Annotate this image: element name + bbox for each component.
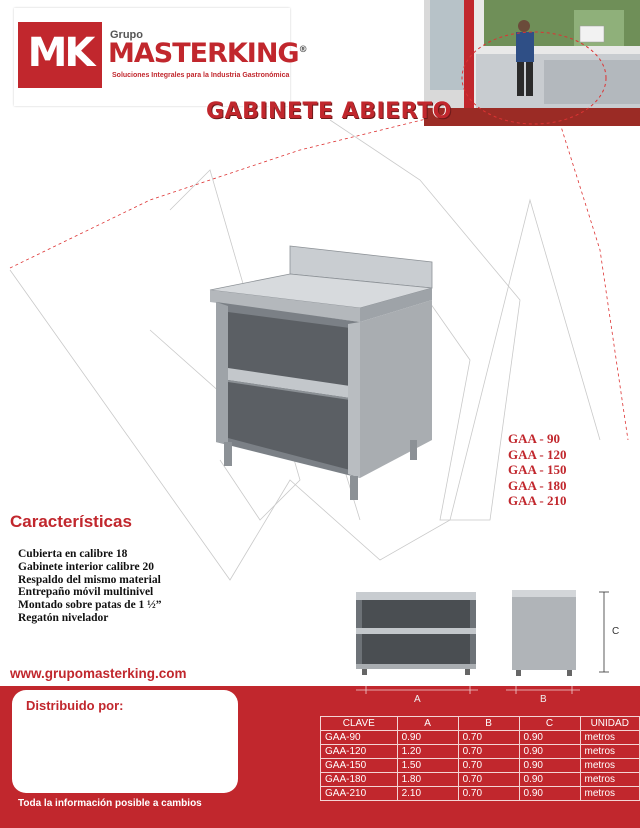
feature-item: Montado sobre patas de 1 ½” bbox=[18, 599, 162, 612]
model-item: GAA - 90 bbox=[508, 431, 560, 446]
model-item: GAA - 210 bbox=[508, 493, 567, 508]
feature-item: Entrepaño móvil multinivel bbox=[18, 586, 154, 599]
col-clave: CLAVE bbox=[321, 717, 398, 731]
cell-a: 0.90 bbox=[397, 731, 458, 745]
col-b: B bbox=[458, 717, 519, 731]
cell-clave: GAA-210 bbox=[321, 787, 398, 801]
cell-a: 1.50 bbox=[397, 759, 458, 773]
feature-item: Gabinete interior calibre 20 bbox=[18, 560, 154, 573]
col-a: A bbox=[397, 717, 458, 731]
cell-a: 1.20 bbox=[397, 745, 458, 759]
cell-a: 2.10 bbox=[397, 787, 458, 801]
mk-logo bbox=[18, 22, 102, 88]
dimension-c-label: C bbox=[612, 626, 620, 637]
model-item: GAA - 120 bbox=[508, 446, 567, 462]
col-c: C bbox=[519, 717, 580, 731]
cell-clave: GAA-90 bbox=[321, 731, 398, 745]
cell-unidad: metros bbox=[580, 745, 640, 759]
brand-name-text: MASTERKING bbox=[108, 38, 299, 69]
table-row bbox=[321, 759, 640, 773]
model-item: GAA - 180 bbox=[508, 477, 567, 493]
table-row bbox=[321, 773, 640, 787]
distributor-label: Distribuido por: bbox=[26, 698, 124, 713]
cell-c: 0.90 bbox=[519, 731, 580, 745]
cell-unidad: metros bbox=[580, 787, 640, 801]
col-unidad: UNIDAD bbox=[580, 717, 640, 731]
cell-clave: GAA-180 bbox=[321, 773, 398, 787]
table-header-row bbox=[321, 717, 640, 731]
cell-b: 0.70 bbox=[458, 745, 519, 759]
dimension-a-label: A bbox=[414, 694, 421, 705]
cell-c: 0.90 bbox=[519, 759, 580, 773]
website-link[interactable]: www.grupomasterking.com bbox=[10, 666, 187, 681]
cell-c: 0.90 bbox=[519, 745, 580, 759]
table-row bbox=[321, 787, 640, 801]
cell-c: 0.90 bbox=[519, 773, 580, 787]
cell-c: 0.90 bbox=[519, 787, 580, 801]
page-title: GABINETE ABIERTO bbox=[206, 99, 452, 124]
registered-mark: ® bbox=[298, 45, 307, 55]
cell-a: 1.80 bbox=[397, 773, 458, 787]
showroom-photo bbox=[424, 0, 640, 126]
table-row bbox=[321, 745, 640, 759]
dimension-diagram bbox=[340, 580, 640, 700]
cell-unidad: metros bbox=[580, 773, 640, 787]
table-row bbox=[321, 731, 640, 745]
cabinet-image bbox=[200, 240, 450, 510]
cell-clave: GAA-150 bbox=[321, 759, 398, 773]
feature-item: Cubierta en calibre 18 bbox=[18, 548, 128, 560]
cell-b: 0.70 bbox=[458, 731, 519, 745]
cell-b: 0.70 bbox=[458, 773, 519, 787]
cell-b: 0.70 bbox=[458, 759, 519, 773]
brand-prefix: Grupo bbox=[110, 29, 143, 41]
features-list bbox=[18, 548, 162, 625]
features-heading: Características bbox=[10, 512, 132, 531]
feature-item: Regatón nivelador bbox=[18, 611, 109, 624]
cell-unidad: metros bbox=[580, 731, 640, 745]
cell-b: 0.70 bbox=[458, 787, 519, 801]
disclaimer-text: Toda la información posible a cambios bbox=[18, 798, 202, 809]
feature-item: Respaldo del mismo material bbox=[18, 573, 161, 586]
model-item: GAA - 150 bbox=[508, 462, 567, 477]
spec-table bbox=[320, 716, 640, 801]
cell-clave: GAA-120 bbox=[321, 745, 398, 759]
dimension-b-label: B bbox=[540, 694, 547, 705]
brand-name bbox=[108, 38, 307, 69]
brand-tagline: Soluciones Integrales para la Industria Gastronómica bbox=[112, 72, 290, 79]
model-list bbox=[508, 431, 567, 509]
cell-unidad: metros bbox=[580, 759, 640, 773]
mk-logo-text: MK bbox=[27, 30, 93, 76]
